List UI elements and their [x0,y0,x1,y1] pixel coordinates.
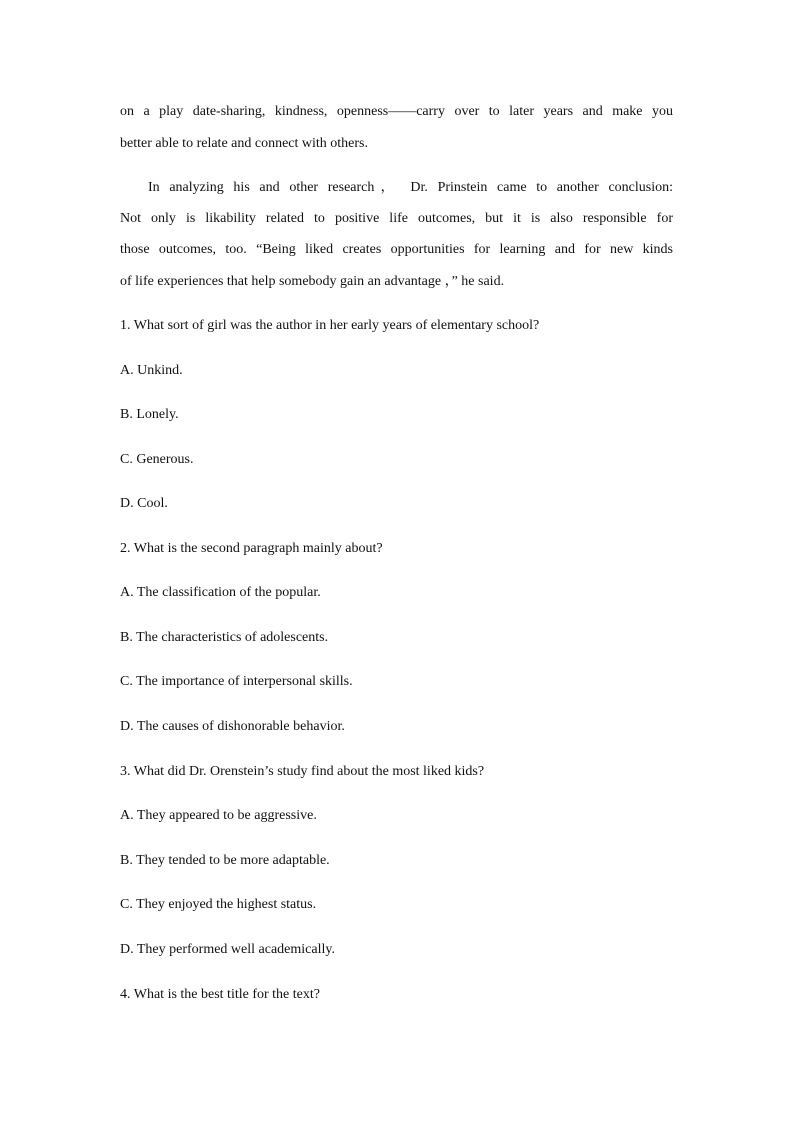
paragraph-line: In analyzing his and other research， Dr. Prinstein came to another conclusion: [148,180,673,195]
question-stem: 1. What sort of girl was the author in her early years of elementary school? [120,318,540,333]
answer-option: C. Generous. [120,452,194,467]
answer-option: A. They appeared to be aggressive. [120,808,317,823]
answer-option: C. They enjoyed the highest status. [120,897,317,912]
question-stem: 3. What did Dr. Orenstein’s study find about the most liked kids? [120,764,485,779]
answer-option: B. The characteristics of adolescents. [120,630,329,645]
answer-option: D. Cool. [120,496,168,511]
answer-option: B. They tended to be more adaptable. [120,853,330,868]
answer-option: A. The classification of the popular. [120,585,321,600]
question-stem: 2. What is the second paragraph mainly about? [120,541,383,556]
paragraph-line: better able to relate and connect with others. [120,136,369,151]
paragraph-line: Not only is likability related to positive life outcomes, but it is also responsible for [120,211,673,226]
question-stem: 4. What is the best title for the text? [120,987,320,1002]
answer-option: B. Lonely. [120,407,179,422]
paragraph-line: of life experiences that help somebody gain an advantage ，” he said. [120,274,505,289]
answer-option: C. The importance of interpersonal skills. [120,674,353,689]
answer-option: D. The causes of dishonorable behavior. [120,719,345,734]
answer-option: D. They performed well academically. [120,942,335,957]
answer-option: A. Unkind. [120,363,183,378]
paragraph-line: those outcomes, too. “Being liked creates opportunities for learning and for new kinds [120,242,673,257]
paragraph-line: on a play date-sharing, kindness, openness——carry over to later years and make you [120,104,673,119]
